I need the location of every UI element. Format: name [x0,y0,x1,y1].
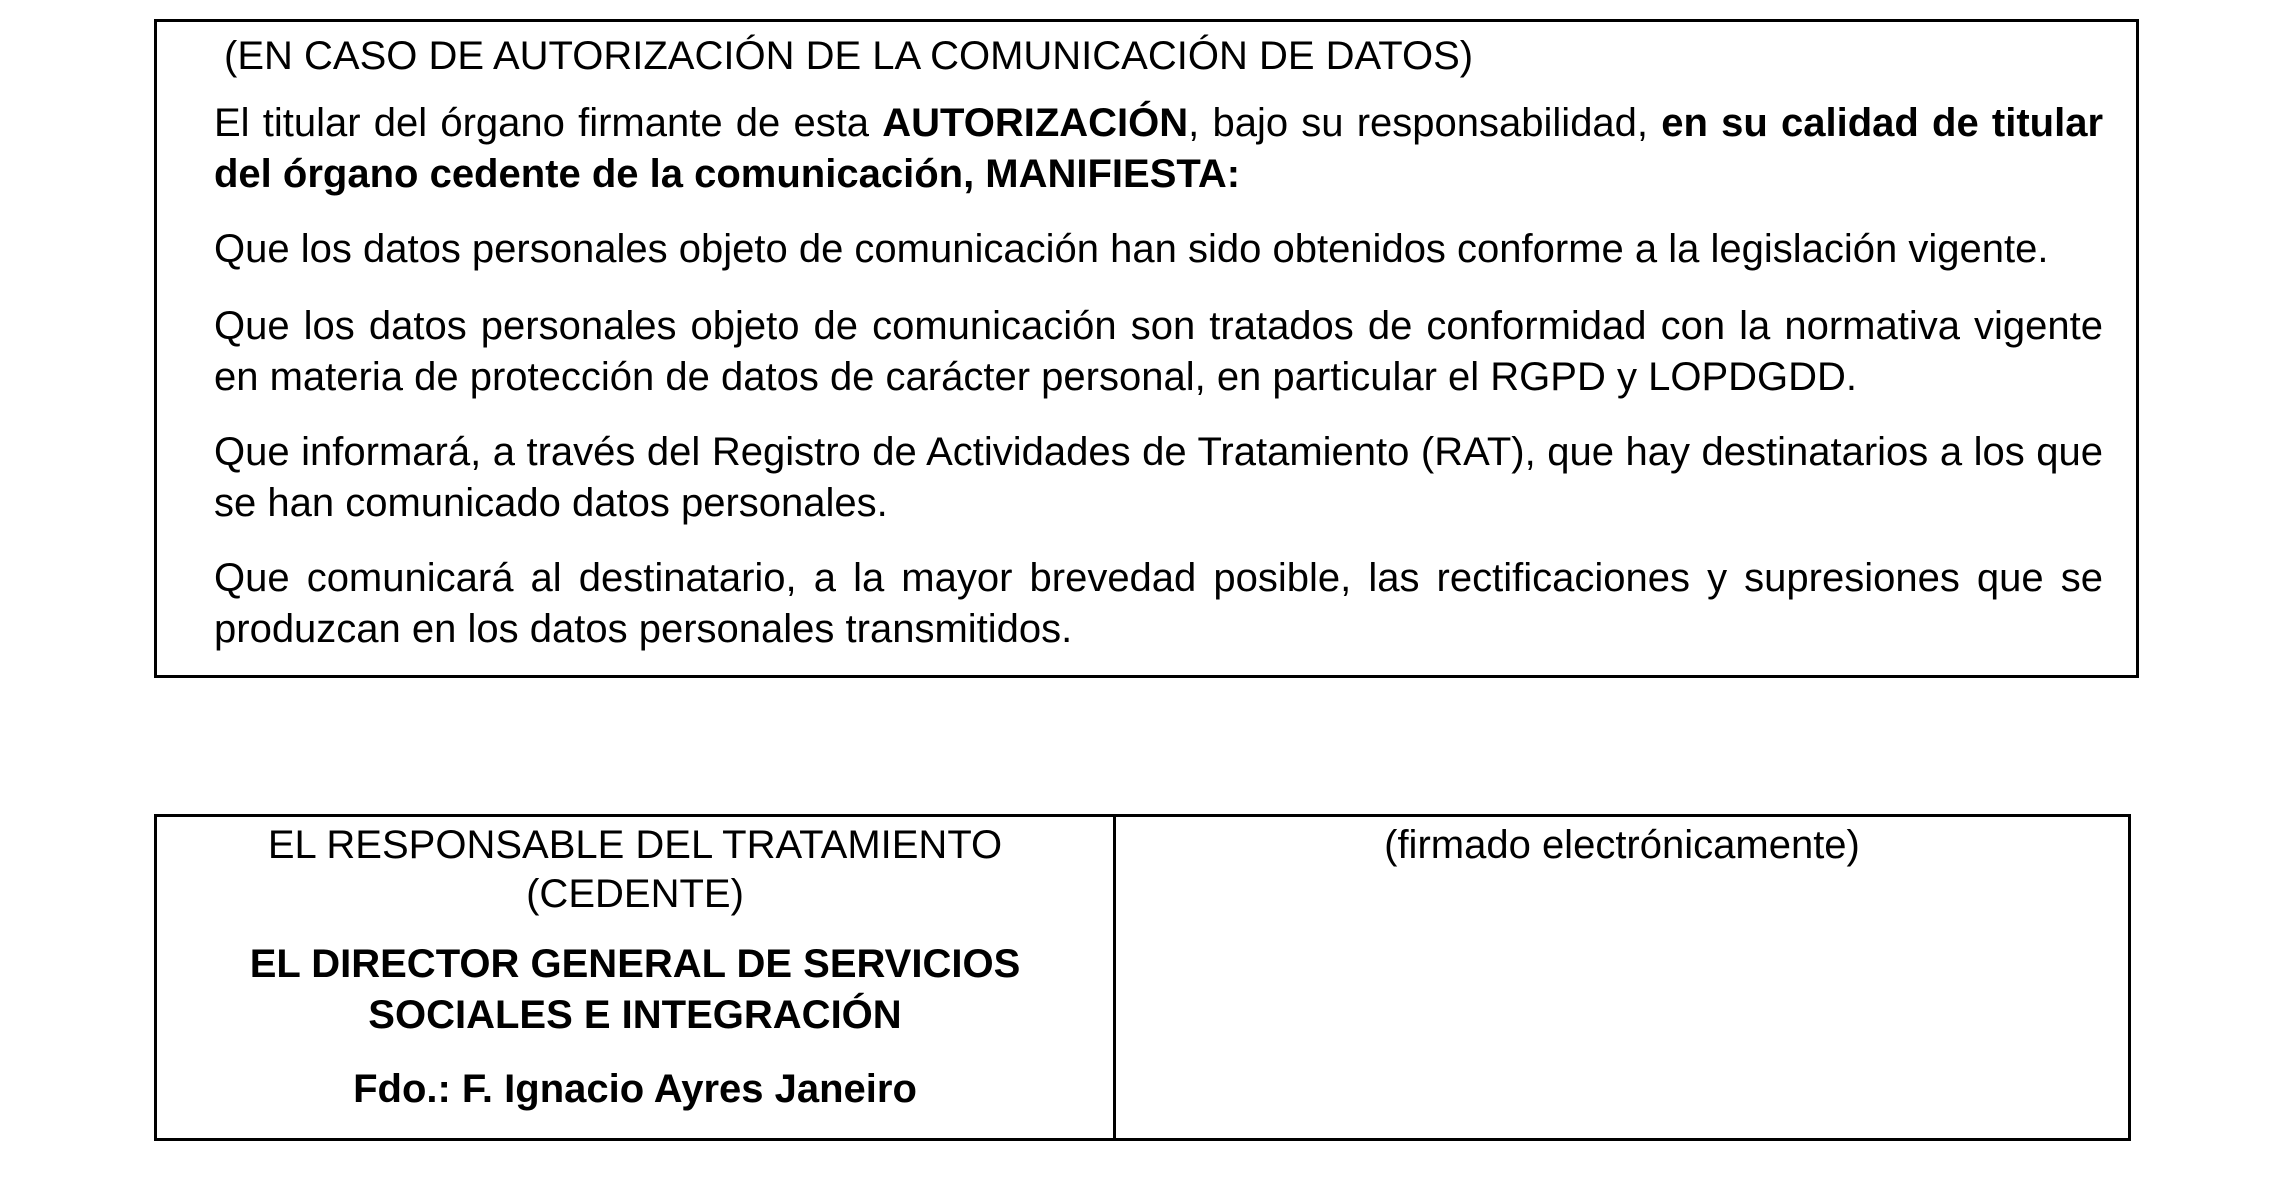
authorization-box [154,19,2139,678]
role-line-1: EL RESPONSABLE DEL TRATAMIENTO [267,823,1003,867]
authorization-intro [214,98,2103,200]
title-line-1: EL DIRECTOR GENERAL DE SERVICIOS [249,942,1021,986]
signatory-title [157,939,1113,1041]
intro-text-2: , bajo su responsabilidad, [1188,101,1662,145]
role-line-2: (CEDENTE) [526,872,744,916]
electronic-signature-note: (firmado electrónicamente) [1384,823,1860,867]
signature-table [154,814,2131,1141]
signature-left-cell [157,817,1113,1138]
statement-obtained-legally: Que los datos personales objeto de comunicación han sido obtenidos conforme a la legislación vigente. [214,227,2049,271]
authorization-heading: (EN CASO DE AUTORIZACIÓN DE LA COMUNICACIÓN DE DATOS) [224,34,1474,78]
statement-rat-registry: Que informará, a través del Registro de Actividades de Tratamiento (RAT), que hay destinatarios a los que se han comunicado datos personales. [214,430,2103,525]
title-line-2: SOCIALES E INTEGRACIÓN [368,993,902,1037]
intro-bold-authorization: AUTORIZACIÓN [882,101,1189,145]
signatory-name: Fdo.: F. Ignacio Ayres Janeiro [353,1067,917,1111]
intro-text-1: El titular del órgano firmante de esta [214,101,883,145]
signature-right-cell [1116,817,2128,1138]
intro-bold-manifiesta: en su calidad de titular del órgano cedente de la comunicación, MANIFIESTA: [214,101,2104,196]
signatory-role [157,821,1113,919]
statement-rectifications: Que comunicará al destinatario, a la mayor brevedad posible, las rectificaciones y supresiones que se produzcan en los datos personales transmitidos. [214,556,2103,651]
statement-data-protection: Que los datos personales objeto de comunicación son tratados de conformidad con la normativa vigente en materia de protección de datos de carácter personal, en particular el RGPD y LOPDGDD. [214,304,2103,399]
